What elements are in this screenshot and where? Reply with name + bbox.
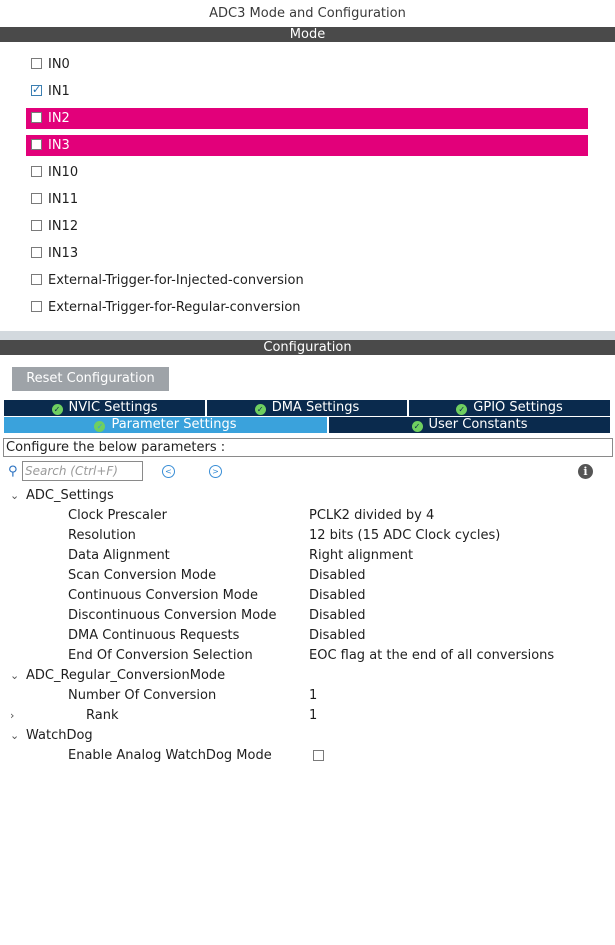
tab-label: NVIC Settings [68,400,158,415]
tab-label: GPIO Settings [473,400,563,415]
tab-parameter-settings[interactable] [4,417,327,433]
mode-item-in2[interactable] [26,108,588,129]
check-circle-icon: ✓ [456,404,467,415]
chevron-right-icon[interactable]: › [10,709,15,722]
check-circle-icon: ✓ [255,404,266,415]
param-row[interactable] [0,646,615,666]
checkbox-checked[interactable] [31,85,42,96]
tree-group-adc-settings[interactable] [0,486,615,506]
mode-item-in12[interactable] [26,216,588,237]
reset-configuration-button[interactable]: Reset Configuration [12,367,169,391]
param-row[interactable] [0,686,615,706]
mode-item-label: IN2 [48,111,70,126]
mode-section-header: Mode [0,27,615,42]
tab-dma-settings[interactable] [207,400,407,416]
checkbox[interactable] [31,247,42,258]
configuration-section-header: Configuration [0,340,615,355]
param-name: DMA Continuous Requests [68,628,240,643]
checkbox[interactable] [31,301,42,312]
checkbox[interactable] [31,112,42,123]
param-name: Resolution [68,528,136,543]
param-name: Scan Conversion Mode [68,568,217,583]
param-value[interactable]: Right alignment [309,548,414,563]
tab-gpio-settings[interactable] [409,400,610,416]
param-name: Clock Prescaler [68,508,167,523]
param-row[interactable] [0,746,615,766]
checkbox[interactable] [31,274,42,285]
search-icon: ⚲ [8,464,18,479]
param-value[interactable]: Disabled [309,628,366,643]
param-name: Discontinuous Conversion Mode [68,608,277,623]
mode-item-in0[interactable] [26,54,588,75]
group-label: ADC_Settings [26,488,114,503]
tree-group-watchdog[interactable] [0,726,615,746]
info-icon[interactable]: i [578,464,593,479]
tab-label: DMA Settings [271,400,360,415]
tree-group-regular-conversion[interactable] [0,666,615,686]
instructions-label: Configure the below parameters : [3,438,613,457]
search-input[interactable] [22,461,143,481]
param-name: Continuous Conversion Mode [68,588,258,603]
next-icon[interactable]: > [209,465,222,478]
checkbox[interactable] [31,193,42,204]
param-value[interactable]: 12 bits (15 ADC Clock cycles) [309,528,501,543]
param-value[interactable]: EOC flag at the end of all conversions [309,648,555,663]
check-circle-icon: ✓ [412,421,423,432]
checkbox[interactable] [31,166,42,177]
mode-item-label: IN11 [48,192,79,207]
group-label: ADC_Regular_ConversionMode [26,668,226,683]
checkbox[interactable] [31,220,42,231]
mode-item-in11[interactable] [26,189,588,210]
checkbox[interactable] [31,58,42,69]
mode-item-in10[interactable] [26,162,588,183]
chevron-down-icon[interactable]: ⌄ [10,669,20,682]
check-circle-icon: ✓ [94,421,105,432]
mode-item-in1[interactable] [26,81,588,102]
window-title: ADC3 Mode and Configuration [209,6,406,21]
group-label: WatchDog [26,728,93,743]
param-name: Data Alignment [68,548,170,563]
param-name: End Of Conversion Selection [68,648,253,663]
enable-watchdog-checkbox[interactable] [313,750,324,761]
mode-item-label: IN13 [48,246,79,261]
mode-item-label: IN10 [48,165,79,180]
mode-item-in3[interactable] [26,135,588,156]
check-circle-icon: ✓ [52,404,63,415]
param-name: Rank [86,708,119,723]
mode-item-label: External-Trigger-for-Regular-conversion [48,300,301,315]
tab-label: User Constants [428,417,528,432]
previous-icon[interactable]: < [162,465,175,478]
mode-item-ext-trigger-injected[interactable] [26,270,588,291]
param-row[interactable] [0,606,615,626]
splitter[interactable] [0,331,615,340]
param-value[interactable]: Disabled [309,568,366,583]
param-row[interactable] [0,546,615,566]
tab-user-constants[interactable] [329,417,610,433]
param-row[interactable] [0,586,615,606]
param-value[interactable]: 1 [309,708,318,723]
mode-item-label: External-Trigger-for-Injected-conversion [48,273,304,288]
param-value[interactable]: PCLK2 divided by 4 [309,508,435,523]
chevron-down-icon[interactable]: ⌄ [10,729,20,742]
param-row[interactable] [0,506,615,526]
tab-nvic-settings[interactable] [4,400,205,416]
param-row[interactable] [0,626,615,646]
param-row[interactable] [0,526,615,546]
mode-item-label: IN3 [48,138,70,153]
checkbox[interactable] [31,139,42,150]
mode-item-in13[interactable] [26,243,588,264]
param-value[interactable]: Disabled [309,588,366,603]
tab-label: Parameter Settings [111,417,237,432]
param-row[interactable] [0,566,615,586]
param-name: Number Of Conversion [68,688,217,703]
mode-item-label: IN0 [48,57,70,72]
mode-item-label: IN12 [48,219,79,234]
param-value[interactable]: 1 [309,688,318,703]
mode-item-ext-trigger-regular[interactable] [26,297,588,318]
param-value[interactable]: Disabled [309,608,366,623]
param-name: Enable Analog WatchDog Mode [68,748,272,763]
mode-item-label: IN1 [48,84,70,99]
chevron-down-icon[interactable]: ⌄ [10,489,20,502]
param-row-rank[interactable] [0,706,615,726]
